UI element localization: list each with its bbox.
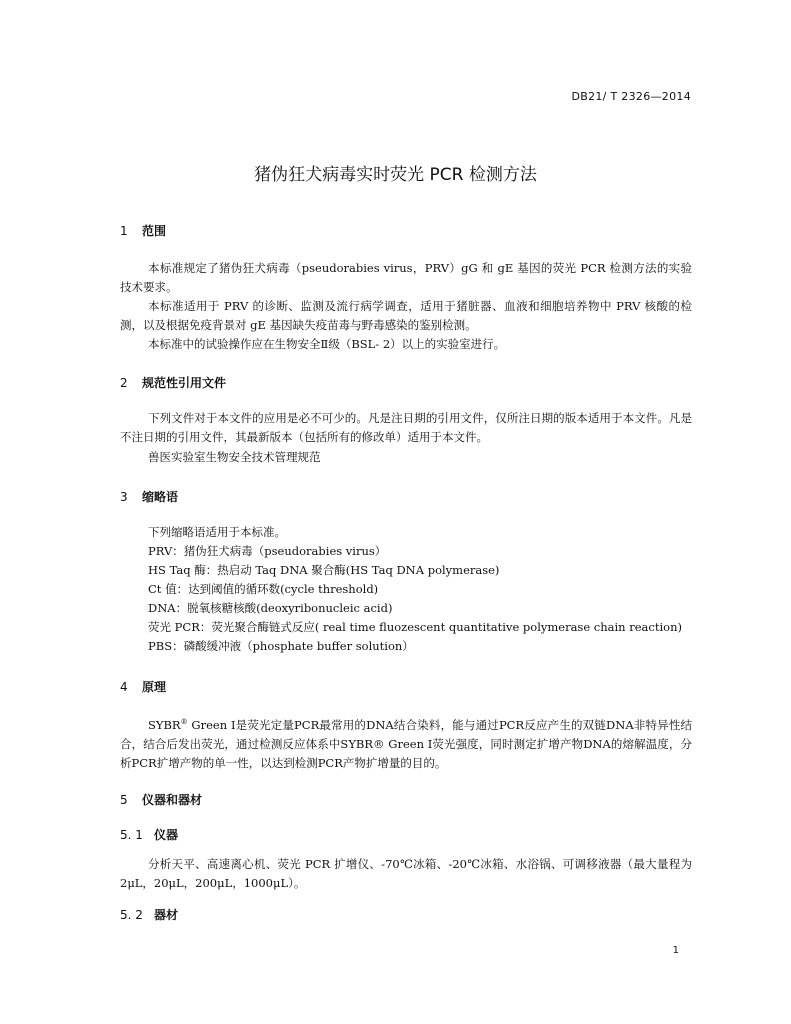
- section-3-heading: [120, 488, 178, 505]
- abbreviation-item: PBS：磷酸缓冲液（phosphate buffer solution）: [148, 639, 414, 653]
- section-5-2-heading: [120, 906, 178, 923]
- section-5-1-heading: [120, 826, 178, 843]
- section-1-heading: [120, 222, 166, 239]
- section-number: 4: [120, 680, 128, 694]
- section-title: 仪器: [154, 828, 179, 842]
- abbreviations-intro: 下列缩略语适用于本标准。: [148, 525, 286, 539]
- section-number: 1: [120, 224, 128, 238]
- page-number: 1: [672, 945, 679, 956]
- section-number: 2: [120, 376, 128, 390]
- section-2-heading: [120, 374, 226, 391]
- section-1-paragraph-2: 本标准适用于 PRV 的诊断、监测及流行病学调查，适用于猪脏器、血液和细胞培养物中 PRV 核酸的检测，以及根据免疫背景对 gE 基因缺失疫苗毒与野毒感染的鉴别检测。: [120, 299, 692, 332]
- section-number: 3: [120, 490, 128, 504]
- principle-text: Green Ⅰ是荧光定量PCR最常用的DNA结合染料，能与通过PCR反应产生的双链DNA非特异性结合，结合后发出荧光，通过检测反应体系中SYBR® Green Ⅰ荧光强度，同时测定扩增产物DNA的熔解温度，分析PCR扩增产物的单一性，以达到检测PCR产物扩增量的目的。: [120, 717, 692, 770]
- section-title: 规范性引用文件: [142, 376, 227, 390]
- section-1-paragraph-3: 本标准中的试验操作应在生物安全Ⅱ级（BSL- 2）以上的实验室进行。: [148, 337, 506, 351]
- abbreviation-item: HS Taq 酶：热启动 Taq DNA 聚合酶(HS Taq DNA polymerase): [148, 563, 500, 577]
- section-title: 原理: [142, 680, 167, 694]
- abbreviation-item: Ct 值：达到阈值的循环数(cycle threshold): [148, 582, 379, 596]
- normative-reference: 兽医实验室生物安全技术管理规范: [148, 450, 321, 464]
- section-number: 5: [120, 793, 128, 807]
- section-title: 范围: [142, 224, 167, 238]
- section-5-heading: [120, 791, 202, 808]
- document-title: 猪伪狂犬病毒实时荧光 PCR 检测方法: [254, 165, 537, 185]
- section-title: 仪器和器材: [142, 793, 203, 807]
- section-5-1-paragraph-1: 分析天平、高速离心机、荧光 PCR 扩增仪、-70℃冰箱、-20℃冰箱、水浴锅、可调移液器（最大量程为 2μL，20μL，200μL，1000μL）。: [120, 857, 692, 890]
- section-1-paragraph-1: 本标准规定了猪伪狂犬病毒（pseudorabies virus，PRV）gG 和 gE 基因的荧光 PCR 检测方法的实验技术要求。: [120, 261, 692, 294]
- section-title: 缩略语: [142, 490, 179, 504]
- section-2-paragraph-1: 下列文件对于本文件的应用是必不可少的。凡是注日期的引用文件，仅所注日期的版本适用于本文件。凡是不注日期的引用文件，其最新版本（包括所有的修改单）适用于本文件。: [120, 411, 692, 444]
- sybr-text: SYBR: [148, 717, 181, 732]
- section-number: 5. 1: [120, 828, 143, 842]
- section-title: 器材: [154, 908, 179, 922]
- abbreviation-item: 荧光 PCR：荧光聚合酶链式反应( real time fluozescent quantitative polymerase chain reaction): [148, 620, 682, 634]
- section-4-heading: [120, 678, 166, 695]
- abbreviation-item: PRV：猪伪狂犬病毒（pseudorabies virus）: [148, 544, 387, 558]
- abbreviation-item: DNA：脱氧核糖核酸(deoxyribonucleic acid): [148, 601, 393, 615]
- standard-code: DB21/ T 2326—2014: [571, 90, 691, 103]
- section-4-paragraph-1: [120, 713, 692, 773]
- section-number: 5. 2: [120, 908, 143, 922]
- registered-mark: ®: [180, 718, 188, 726]
